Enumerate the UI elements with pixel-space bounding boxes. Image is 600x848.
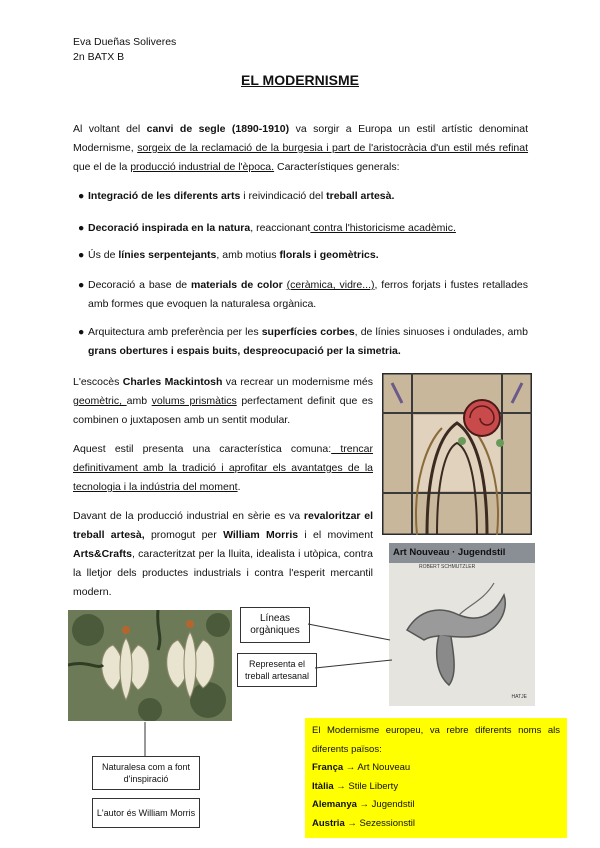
list-item: Itàlia → Stile Liberty	[312, 780, 399, 792]
list-item: ● Decoració a base de materials de color (ceràmica, vidre...), ferros forjats i fustes retallades amb formes que evoquen la naturalesa orgànica.	[78, 279, 529, 310]
list-item: Alemanya → Jugendstil	[312, 799, 415, 810]
morris-paragraph: Davant de la producció industrial en sèrie es va revaloritzar el treball artesà, promogut per William Morris i el moviment Arts&Crafts, caracteritzat per la lluita, idealista i utòpica, contra la lletjor dels productes industrials i contra l'esperit mercantil modern.	[73, 510, 373, 598]
list-item: Austria → Sezessionstil	[312, 817, 415, 829]
list-item: França → Art Nouveau	[312, 762, 411, 773]
mackintosh-paragraph: L'escocès Charles Mackintosh va recrear un modernisme més geomètric, amb volums prismàtics perfectament definit que es combinen o juxtaposen amb un sentit modular.	[73, 376, 373, 426]
intro-paragraph: Al voltant del canvi de segle (1890-1910) va sorgir a Europa un estil artístic denominat Modernisme, sorgeix de la reclamació de la burgesia i part de l'aristocràcia d'un estil més refinat que el de la producció industrial de l'època. Característiques generals:	[73, 123, 529, 173]
organic-lines-label: Líneas orgàniques	[240, 607, 310, 643]
craftwork-label: Representa el treball artesanal	[237, 653, 317, 687]
list-item: ● Decoració inspirada en la natura, reaccionant contra l'historicisme acadèmic.	[78, 222, 456, 234]
note-intro: El Modernisme europeu, va rebre diferents noms als diferents països:	[312, 725, 560, 755]
morris-author-label: L'autor és William Morris	[92, 798, 200, 828]
estil-paragraph: Aquest estil presenta una característica comuna: trencar definitivament amb la tradició i aprofitar els avantatges de la tecnologia i la indústria del moment.	[73, 443, 373, 493]
nature-inspiration-label: Naturalesa com a font d'inspiració	[92, 756, 200, 790]
class-name: 2n BATX B	[73, 51, 125, 63]
book-author: ROBERT SCHMUTZLER	[419, 564, 476, 570]
book-title: Art Nouveau · Jugendstil	[393, 547, 506, 558]
book-publisher: HATJE	[511, 694, 527, 700]
list-item: ● Arquitectura amb preferència per les superfícies corbes, de línies sinuoses i ondulades, amb grans obertures i espais buits, despreocupació per la simetria.	[78, 326, 528, 357]
list-item: ● Ús de línies serpentejants, amb motius florals i geomètrics.	[78, 249, 379, 261]
list-item: ● Integració de les diferents arts i reivindicació del treball artesà.	[78, 190, 395, 202]
author-name: Eva Dueñas Soliveres	[73, 36, 177, 48]
country-names-note	[305, 718, 567, 838]
page-title: EL MODERNISME	[241, 72, 359, 88]
